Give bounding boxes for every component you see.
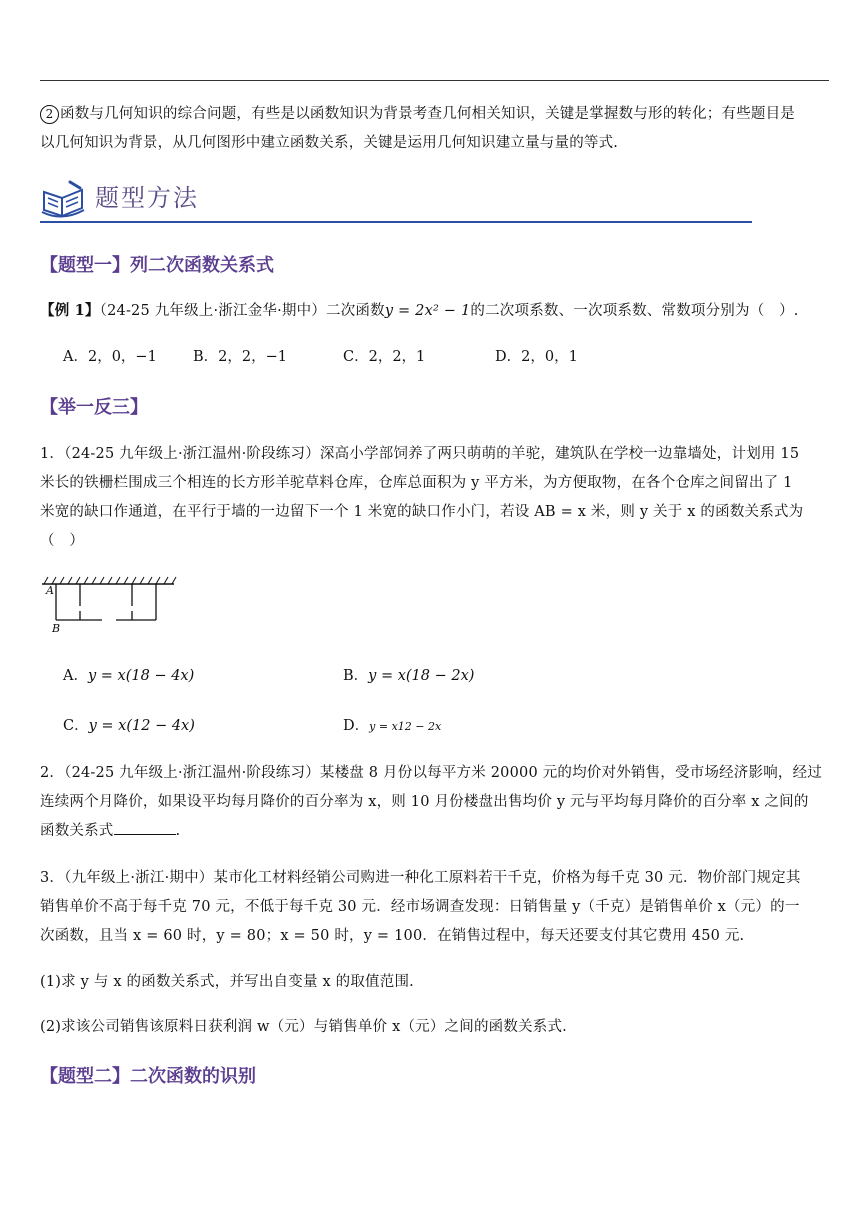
section-title: 题型方法 bbox=[95, 184, 199, 212]
q2-line-2: 连续两个月降价，如果设平均每月降价的百分率为 x，则 10 月份楼盘出售均价 y 元与平均每月降价的百分率 x 之间的 bbox=[40, 794, 809, 810]
q3-line-3: 次函数，且当 x = 60 时，y = 80；x = 50 时，y = 100．在销售过程中，每天还要支付其它费用 450 元. bbox=[40, 928, 745, 944]
section-rule bbox=[40, 221, 752, 223]
question-3 bbox=[40, 864, 830, 951]
example1-label: 【例 1】 bbox=[40, 302, 100, 319]
circled-number: 2 bbox=[40, 105, 59, 124]
q1-option-d: D．y = x12 − 2x bbox=[343, 718, 442, 734]
question-2 bbox=[40, 759, 830, 846]
figure-label-b: B bbox=[52, 622, 61, 635]
q1-figure bbox=[40, 574, 180, 636]
example1-option-a: A．2，0，−1 bbox=[63, 349, 157, 365]
example1-option-d: D．2，0，1 bbox=[495, 349, 578, 365]
type1-heading: 【题型一】列二次函数关系式 bbox=[40, 255, 274, 276]
q3-line-1: 3．（九年级上·浙江·期中）某市化工材料经销公司购进一种化工原料若干千克，价格为每千克 30 元．物价部门规定其 bbox=[40, 870, 801, 886]
q1-line-3: 米宽的缺口作通道，在平行于墙的一边留下一个 1 米宽的缺口作小门，若设 AB = x 米，则 y 关于 x 的函数关系式为 bbox=[40, 504, 804, 520]
figure-label-a: A bbox=[46, 584, 54, 597]
example1-option-b: B．2，2，−1 bbox=[193, 349, 287, 365]
q2-line-3: 函数关系式 . bbox=[40, 817, 830, 846]
q1-option-c: C．y = x(12 − 4x) bbox=[63, 718, 195, 734]
q3-line-2: 销售单价不高于每千克 70 元，不低于每千克 30 元．经市场调查发现：日销售量 y（千克）是销售单价 x（元）的一 bbox=[40, 899, 800, 915]
q3-part-1: (1)求 y 与 x 的函数关系式，并写出自变量 x 的取值范围. bbox=[40, 974, 414, 990]
type2-heading: 【题型二】二次函数的识别 bbox=[40, 1066, 256, 1087]
q1-line-4: （ ） bbox=[40, 533, 85, 549]
intro-paragraph bbox=[40, 100, 830, 158]
q1-line-1: 1．（24-25 九年级上·浙江温州·阶段练习）深高小学部饲养了两只萌萌的羊驼，建筑队在学校一边靠墙处，计划用 15 bbox=[40, 446, 800, 462]
q2-line-1: 2．（24-25 九年级上·浙江温州·阶段练习）某楼盘 8 月份以每平方米 20000 元的均价对外销售，受市场经济影响，经过 bbox=[40, 765, 822, 781]
q1-line-2: 米长的铁栅栏围成三个相连的长方形羊驼草料仓库，仓库总面积为 y 平方米，为方便取物，在各个仓库之间留出了 1 bbox=[40, 475, 793, 491]
answer-blank bbox=[114, 820, 176, 835]
example1: 【例 1】（24-25 九年级上·浙江金华·期中）二次函数y = 2x² − 1的二次项系数、一次项系数、常数项分别为（ ）. bbox=[40, 302, 799, 319]
q3-part-2: (2)求该公司销售该原料日获利润 w（元）与销售单价 x（元）之间的函数关系式. bbox=[40, 1019, 567, 1035]
open-book-icon bbox=[40, 178, 86, 220]
intro-line-1: 2 函数与几何知识的综合问题，有些是以函数知识为背景考查几何相关知识，关键是掌握数与形的转化；有些题目是 bbox=[40, 100, 830, 129]
q1-option-a: A．y = x(18 − 4x) bbox=[63, 668, 195, 684]
practice-heading: 【举一反三】 bbox=[40, 397, 148, 418]
question-1 bbox=[40, 440, 830, 556]
example1-option-c: C．2，2，1 bbox=[343, 349, 426, 365]
example1-formula: y = 2x² − 1 bbox=[384, 303, 471, 319]
intro-line-2: 以几何知识为背景，从几何图形中建立函数关系，关键是运用几何知识建立量与量的等式. bbox=[40, 135, 619, 151]
top-rule bbox=[40, 80, 829, 81]
q1-option-b: B．y = x(18 − 2x) bbox=[343, 668, 475, 684]
